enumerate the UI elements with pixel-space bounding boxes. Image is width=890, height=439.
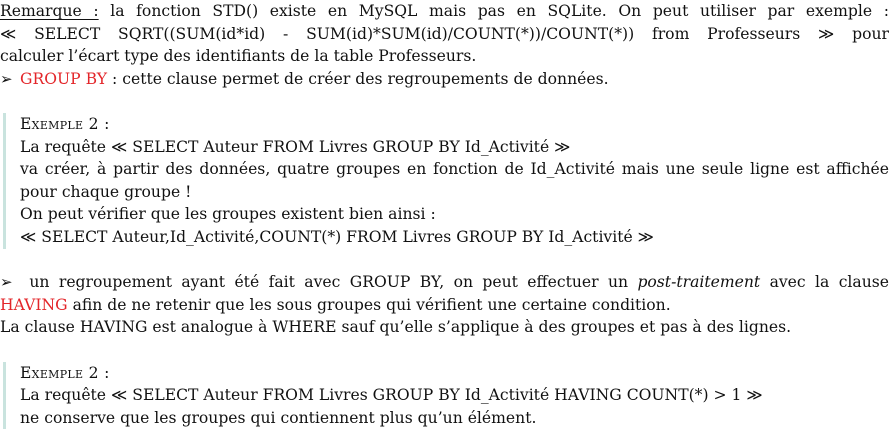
groupby-text: : cette clause permet de créer des regroupements de données. <box>107 69 609 88</box>
example-line: ≪ SELECT Auteur,Id_Activité,COUNT(*) FROM Livres GROUP BY Id_Activité ≫ <box>20 227 655 246</box>
arrow-bullet-icon: ➢ <box>0 273 13 292</box>
having-line-2: HAVING afin de ne retenir que les sous groupes qui vérifient une certaine condition. <box>0 295 671 314</box>
groupby-keyword: GROUP BY <box>20 69 108 88</box>
post-traitement-term: post-traitement <box>637 273 761 292</box>
example-line: La requête ≪ SELECT Auteur FROM Livres GROUP BY Id_Activité ≫ <box>20 137 571 156</box>
remark-text: la fonction STD() existe en MySQL mais pas en SQLite. On peut utiliser par exemple : <box>98 2 889 20</box>
having-keyword: HAVING <box>0 295 68 314</box>
example-block-2 <box>3 362 889 430</box>
example-line: va créer, à partir des données, quatre groupes en fonction de Id_Activité mais une seule ligne est affichée <box>20 160 889 179</box>
remark-line-3: calculer l’écart type des identifiants de la table Professeurs. <box>0 47 477 66</box>
example-line: La requête ≪ SELECT Auteur FROM Livres GROUP BY Id_Activité HAVING COUNT(*) > 1 ≫ <box>20 386 763 405</box>
example-title: Exemple 2 : <box>20 363 110 382</box>
having-line-1: ➢ un regroupement ayant été fait avec GROUP BY, on peut effectuer un post-traitement avec la clause <box>0 271 889 294</box>
remark-line-1 <box>0 0 889 23</box>
example-block-1 <box>3 113 889 249</box>
example-title: Exemple 2 : <box>20 114 110 133</box>
example-line: On peut vérifier que les groupes existent bien ainsi : <box>20 205 436 224</box>
having-line-3: La clause HAVING est analogue à WHERE sauf qu’elle s’applique à des groupes et pas à des lignes. <box>0 318 792 337</box>
remark-line-2: ≪ SELECT SQRT((SUM(id*id) - SUM(id)*SUM(id)/COUNT(*))/COUNT(*)) from Professeurs ≫ pour <box>0 24 889 43</box>
remark-label: Remarque : <box>0 2 99 20</box>
groupby-item <box>0 68 889 91</box>
example-line: ne conserve que les groupes qui contiennent plus qu’un élément. <box>20 408 537 427</box>
arrow-bullet-icon: ➢ <box>0 69 13 88</box>
example-line: pour chaque groupe ! <box>20 182 192 201</box>
